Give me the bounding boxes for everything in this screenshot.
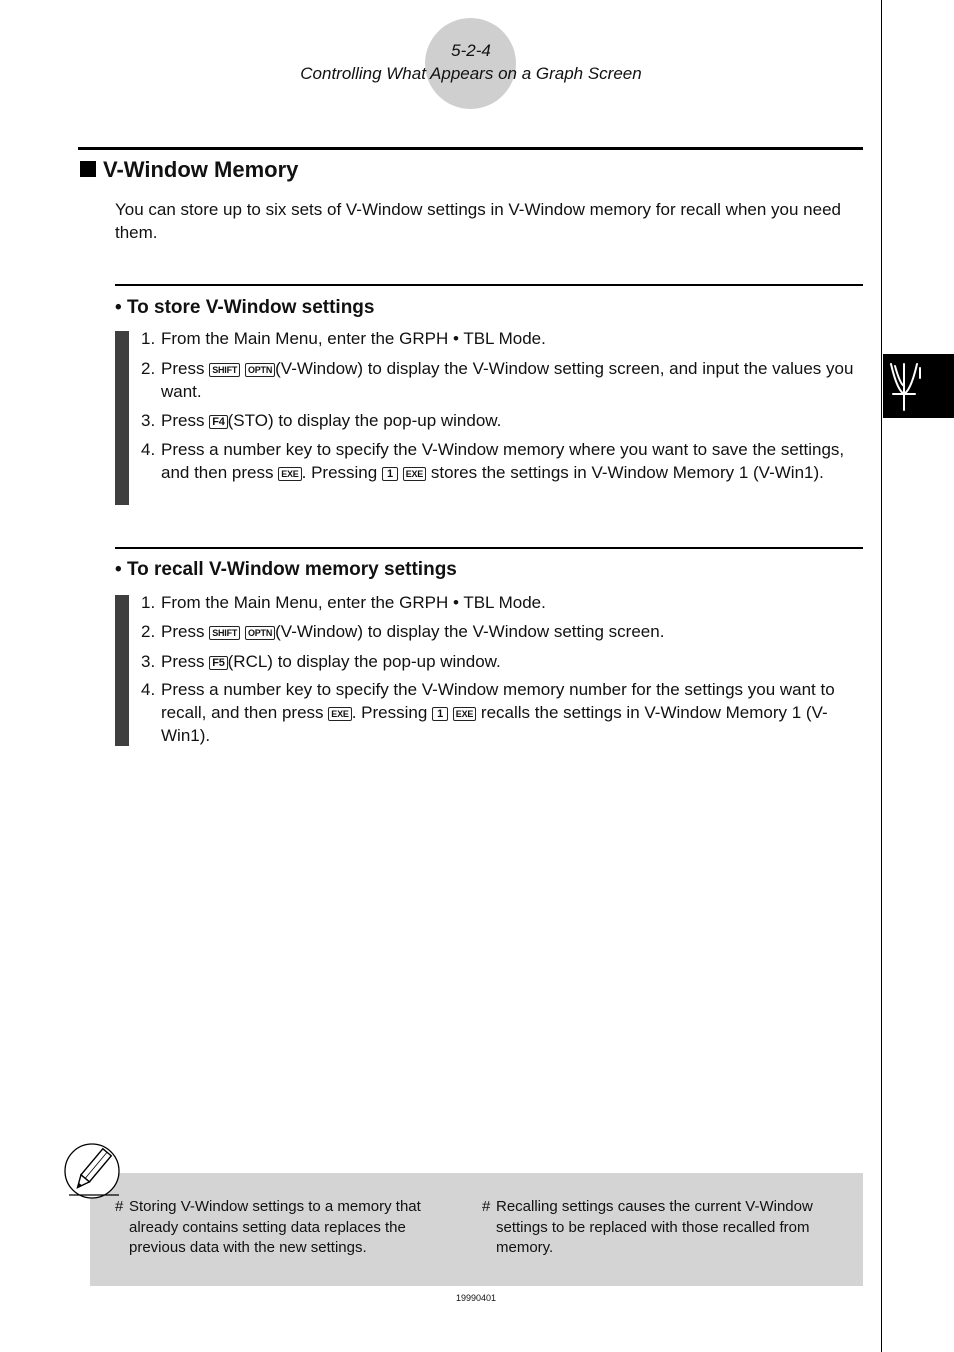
recall-step-bar <box>115 595 129 746</box>
one-key-icon: 1 <box>432 707 448 721</box>
store-title <box>115 297 374 319</box>
optn-key-icon: OPTN <box>245 626 275 640</box>
store-step-bar <box>115 331 129 505</box>
recall-title-text: To recall V-Window memory settings <box>126 559 457 580</box>
shift-key-icon: SHIFT <box>209 363 240 377</box>
section-square-icon <box>80 161 96 177</box>
exe-key-icon: EXE <box>328 707 351 721</box>
exe-key-icon: EXE <box>403 467 426 481</box>
section-intro: You can store up to six sets of V-Window settings in V-Window memory for recall when you need them. <box>115 200 841 242</box>
store-step-1: 1. From the Main Menu, enter the GRPH • TBL Mode. <box>141 329 546 348</box>
recall-title <box>115 559 457 581</box>
section-rule <box>78 147 863 150</box>
page-number: 5-2-4 <box>451 41 491 60</box>
chapter-tab <box>883 354 954 418</box>
shift-key-icon: SHIFT <box>209 626 240 640</box>
note-1: # Storing V-Window settings to a memory that already contains setting data replaces the previous data with the new settings. <box>115 1198 421 1256</box>
optn-key-icon: OPTN <box>245 363 275 377</box>
recall-step-2: 2. Press SHIFT OPTN (V-Window) to display the V-Window setting screen. <box>141 622 665 641</box>
f5-key-icon: F5 <box>209 656 227 670</box>
store-step-3: 3. Press F4 (STO) to display the pop-up window. <box>141 411 502 430</box>
bullet-icon: • <box>115 297 122 318</box>
recall-step-1: 1. From the Main Menu, enter the GRPH • TBL Mode. <box>141 593 546 612</box>
right-margin-rule <box>881 0 882 1352</box>
bullet-icon: • <box>115 559 122 580</box>
f4-key-icon: F4 <box>209 415 227 429</box>
pencil-icon <box>63 1143 123 1208</box>
one-key-icon: 1 <box>382 467 398 481</box>
exe-key-icon: EXE <box>278 467 301 481</box>
graph-chapter-icon <box>883 354 954 418</box>
store-step-4: 4. Press a number key to specify the V-Window memory where you want to save the settings, and then press EXE . Pressing 1 EXE stores the settings in V-Window Memory 1 (V-Win1). <box>141 440 845 482</box>
footer-code: 19990401 <box>455 1293 497 1303</box>
store-title-text: To store V-Window settings <box>126 297 375 318</box>
store-step-2: 2. Press SHIFT OPTN (V-Window) to display the V-Window setting screen, and input the values you want. <box>141 359 854 401</box>
recall-step-4: 4. Press a number key to specify the V-Window memory number for the settings you want to recall, and then press EXE . Pressing 1 EXE recalls the settings in V-Window Memory 1 (V-Win1). <box>141 680 835 745</box>
chapter-title: Controlling What Appears on a Graph Screen <box>300 64 642 83</box>
exe-key-icon: EXE <box>453 707 476 721</box>
store-rule <box>115 284 863 286</box>
note-2: # Recalling settings causes the current V-Window settings to be replaced with those recalled from memory. <box>482 1198 813 1256</box>
recall-step-3: 3. Press F5 (RCL) to display the pop-up window. <box>141 652 501 671</box>
section-title: V-Window Memory <box>103 157 299 182</box>
recall-rule <box>115 547 863 549</box>
